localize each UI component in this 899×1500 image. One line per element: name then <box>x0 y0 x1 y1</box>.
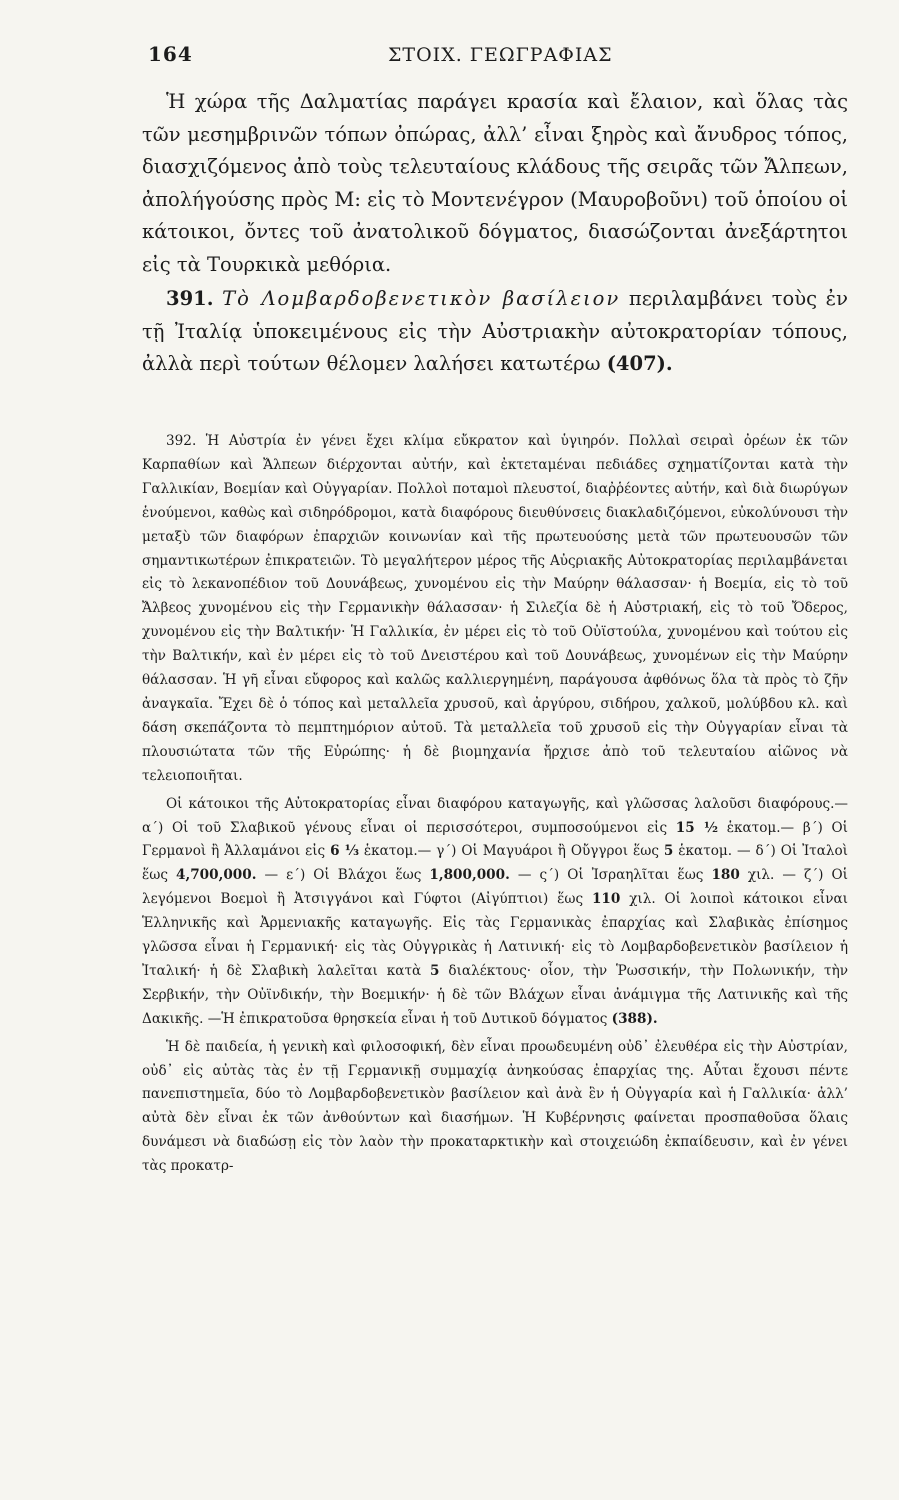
main-text-large <box>142 86 848 381</box>
text-run: — ς΄) Οἱ Ἰσραηλῖται ἕως <box>509 867 712 884</box>
section-text-392: Ἡ Αὐστρία ἐν γένει ἔχει κλίμα εὔκρατον καὶ ὑγιηρόν. Πολλαὶ σειραὶ ὀρέων ἐκ τῶν Καρπαθίων καὶ Ἄλπεων διέρχονται αὐτήν, καὶ ἐκτεταμέναι πεδιάδες σχηματίζονται κατὰ τὴν Γαλλικίαν, Βοεμίαν καὶ Οὐγγαρίαν. Πολλοὶ ποταμοὶ πλευστοί, διαῤῥέοντες αὐτήν, καὶ διὰ διωρύγων ἑνούμενοι, καθὼς καὶ σιδηρόδρομοι, κατὰ διαφόρους διευθύνσεις διακλαδιζόμενοι, εὐκολύνουσι τὴν μεταξὺ τῶν διαφόρων ἐπαρχιῶν κοινωνίαν καὶ τῆς πρωτευούσης μετὰ τῶν πρωτευουσῶν τῶν σημαντικωτέρων ἐπικρατειῶν. Τὸ μεγαλήτερον μέρος τῆς Αὐςριακῆς Αὐτοκρατορίας περιλαμβάνεται εἰς τὸ λεκανοπέδιον τοῦ Δουνάβεως, χυνομένου εἰς τὴν Μαύρην θάλασσαν· ἡ Βοεμία, εἰς τὸ τοῦ Ἄλβεος χυνομένου εἰς τὴν Γερμανικὴν θάλασσαν· ἡ Σιλεζία δὲ ἡ Αὐστριακή, εἰς τὸ τοῦ Ὄδερος, χυνομένου εἰς τὴν Βαλτικήν· Ἡ Γαλλικία, ἐν μέρει εἰς τὸ τοῦ Οὐϊστούλα, χυνομένου καὶ τούτου εἰς τὴν Βαλτικήν, καὶ ἐν μέρει εἰς τὸ τοῦ Δνειστέρου καὶ τοῦ Δουνάβεως, χυνομένων εἰς τὴν Μαύρην θάλασσαν. Ἡ γῆ εἶναι εὔφορος καὶ καλῶς καλλιεργημένη, παράγουσα ἀφθόνως ὅλα τὰ πρὸς τὸ ζῆν ἀναγκαῖα. Ἔχει δὲ ὁ τόπος καὶ μεταλλεῖα χρυσοῦ, καὶ ἀργύρου, σιδήρου, χαλκοῦ, μολύβδου κλ. καὶ δάση σκεπάζοντα τὸ πεμπτημόριον αὐτοῦ. Τὰ μεταλλεῖα τοῦ χρυσοῦ εἰς τὴν Οὐγγαρίαν εἶναι τὰ πλουσιώτατα τῶν τῆς Εὐρώπης· ἡ δὲ βιομηχανία ἤρχισε ἀπὸ τοῦ τελευταίου αἰῶνος νὰ τελειοποιῆται. <box>142 433 848 784</box>
paragraph-education: Ἡ δὲ παιδεία, ἡ γενικὴ καὶ φιλοσοφική, δὲν εἶναι προωδευμένη οὐδ᾽ ἐλευθέρα εἰς τὴν Αὐστρίαν, οὐδ᾽ εἰς αὐτὰς τὰς ἐν τῇ Γερμανικῇ συμμαχίᾳ ἀνηκούσας ἐπαρχίας της. Αὗται ἔχουσι πέντε πανεπιστημεῖα, δύο τὸ Λομβαρδοβενετικὸν βασίλειον καὶ ἀνὰ ἓν ἡ Οὐγγαρία καὶ ἡ Γαλλικία· ἀλλ’ αὐτὰ δὲν εἶναι ἐκ τῶν ἀνθούντων καὶ διασήμων. Ἡ Κυβέρνησις φαίνεται προσπαθοῦσα ὅλαις δυνάμεσι νὰ διαδώσῃ εἰς τὸν λαὸν τὴν προκαταρκτικὴν καὶ στοιχειώδη ἐκπαίδευσιν, καὶ ἐν γένει τὰς προκατρ- <box>142 1038 848 1175</box>
paragraph-391 <box>142 283 848 381</box>
section-text-391: περιλαμβάνει τοὺς ἐν τῇ Ἰταλίᾳ ὑποκειμένους εἰς τὴν Αὐστριακὴν αὐτοκρατορίαν τόπους, ἀλλὰ περὶ τούτων θέλομεν λαλήσει κατωτέρω <box>142 287 848 375</box>
main-text-small <box>142 430 848 1179</box>
section-number-392: 392. <box>166 433 197 449</box>
number-italians: 4,700,000. <box>176 867 257 884</box>
number-magyars: 5 <box>663 843 674 860</box>
number-vlachs: 1,800,000. <box>429 867 510 884</box>
text-run: ἑκατομ.— γ΄) Οἱ Μαγυάροι ἢ Οὔγγροι ἕως <box>358 843 664 860</box>
text-run: Οἱ κάτοικοι τῆς Αὐτοκρατορίας εἶναι διαφόρου καταγωγῆς, καὶ γλῶσσας λαλοῦσι διαφόρους.—α΄) Οἱ τοῦ Σλαβικοῦ γένους εἶναι οἱ περισσότεροι, συμποσούμενοι εἰς <box>142 795 848 836</box>
text-run: ἑκατομ. — δ΄) Οἱ Ἰταλοὶ ἕως <box>142 843 848 884</box>
section-number-391: 391. <box>166 287 214 310</box>
page-header <box>142 42 848 72</box>
cross-reference-407: (407). <box>606 352 673 375</box>
number-gypsies: 110 <box>591 891 621 908</box>
cross-reference-388: (388). <box>611 1010 658 1027</box>
paragraph-inhabitants <box>142 793 848 1032</box>
text-run: χιλ. — ζ΄) Οἱ λεγόμενοι Βοεμοὶ ἢ Ἀτσιγγάνοι καὶ Γύφτοι (Αἰγύπτιοι) ἕως <box>142 867 848 908</box>
text-run: διαλέκτους· οἷον, τὴν Ῥωσσικήν, τὴν Πολωνικήν, τὴν Σερβικήν, τὴν Οὐϊνδικήν, τὴν Βοεμικήν· ἡ δὲ τῶν Βλάχων εἶναι ἀνάμιγμα τῆς Λατινικῆς καὶ τῆς Δακικῆς. —Ἡ ἐπικρατοῦσα θρησκεία εἶναι ἡ τοῦ Δυτικοῦ δόγματος <box>142 962 848 1027</box>
book-page <box>142 0 848 1500</box>
number-dialects: 5 <box>430 962 440 979</box>
page-number: 164 <box>148 42 193 66</box>
text-run: — ε΄) Οἱ Βλάχοι ἕως <box>256 867 430 884</box>
text-run: χιλ. Οἱ λοιποὶ κάτοικοι εἶναι Ἑλληνικῆς καὶ Ἀρμενιακῆς καταγωγῆς. Εἰς τὰς Γερμανικὰς ἐπαρχίας καὶ Σλαβικὰς ἐπίσημος γλῶσσα εἶναι ἡ Γερμανική· εἰς τὰς Οὐγγρικὰς ἡ Λατινική· εἰς τὸ Λομβαρδοβενετικὸν βασίλειον ἡ Ἰταλική· ἡ δὲ Σλαβικὴ λαλεῖται κατὰ <box>142 891 848 979</box>
running-title: ΣΤΟΙΧ. ΓΕΩΓΡΑΦΙΑΣ <box>388 44 613 66</box>
text-run: ἑκατομ.— β΄) Οἱ Γερμανοὶ ἢ Ἀλλαμάνοι εἰς <box>142 819 848 860</box>
paragraph-dalmatia: Ἡ χώρα τῆς Δαλματίας παράγει κρασία καὶ ἔλαιον, καὶ ὅλας τὰς τῶν μεσημβρινῶν τόπων ὀπώρας, ἀλλ’ εἶναι ξηρὸς καὶ ἄνυδρος τόπος, διασχιζόμενος ἀπὸ τοὺς τελευταίους κλάδους τῆς σειρᾶς τῶν Ἄλπεων, ἀπολήγούσης πρὸς Μ: εἰς τὸ Μοντενέγρον (Μαυροβοῦνι) τοῦ ὁποίου οἱ κάτοικοι, ὄντες τοῦ ἀνατολικοῦ δόγματος, διασώζονται ἀνεξάρτητοι εἰς τὰ Τουρκικὰ μεθόρια. <box>142 90 848 276</box>
section-title-391: Τὸ Λομβαρδοβενετικὸν βασίλειον <box>222 287 621 310</box>
paragraph-392 <box>142 430 848 789</box>
number-germans: 6 ⅓ <box>330 843 359 860</box>
number-slavs: 15 ½ <box>675 819 719 836</box>
number-israelites: 180 <box>711 867 740 884</box>
